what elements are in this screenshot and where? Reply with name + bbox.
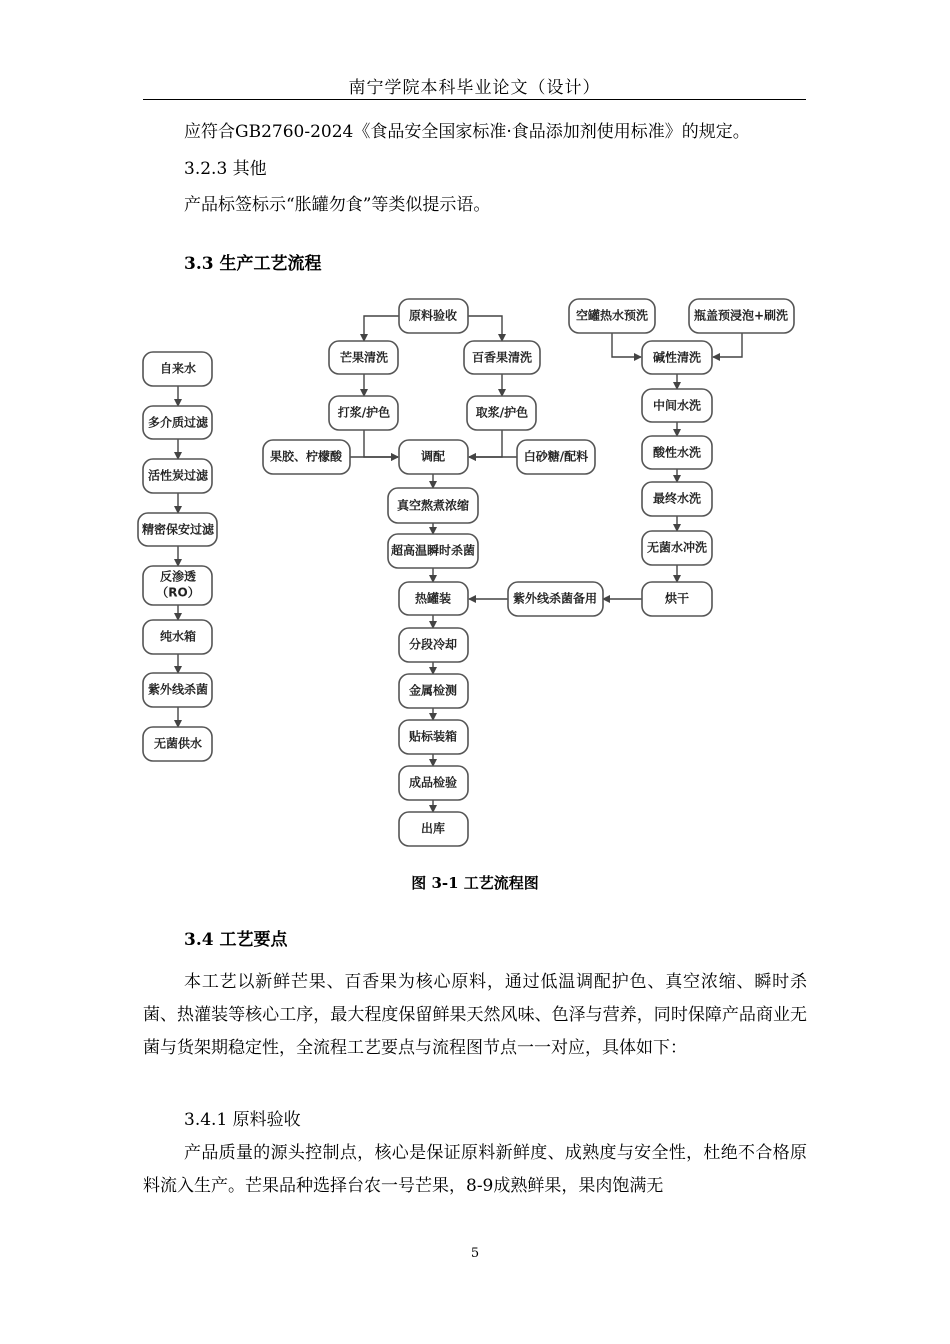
svg-text:调配: 调配	[420, 449, 446, 464]
svg-text:酸性水洗: 酸性水洗	[652, 445, 702, 460]
svg-text:打浆/护色: 打浆/护色	[337, 405, 391, 420]
svg-text:精密保安过滤: 精密保安过滤	[141, 522, 215, 537]
svg-text:取浆/护色: 取浆/护色	[475, 405, 529, 420]
node-sugar-ingredients	[517, 440, 595, 474]
page-number: 5	[470, 1246, 480, 1261]
section-3-4-heading: 3.4 工艺要点	[184, 930, 288, 950]
node-metal-detection	[399, 674, 468, 708]
svg-text:贴标装箱: 贴标装箱	[408, 729, 458, 744]
node-blending	[399, 440, 468, 474]
node-warehouse-out	[399, 812, 468, 846]
body-line-label-warning: 产品标签标示“胀罐勿食”等类似提示语。	[184, 195, 491, 215]
node-passion-fruit-washing	[464, 341, 540, 374]
svg-text:无菌供水: 无菌供水	[153, 736, 203, 751]
node-empty-can-prewash	[569, 299, 655, 333]
node-zilaishui	[143, 352, 212, 386]
node-vacuum-concentration	[388, 488, 478, 523]
node-pulp-extraction-color-protect	[467, 396, 536, 430]
node-activated-carbon-filter	[143, 459, 212, 493]
svg-text:无菌水冲洗: 无菌水冲洗	[646, 540, 708, 555]
svg-text:碱性清洗: 碱性清洗	[652, 350, 702, 365]
node-intermediate-wash	[642, 389, 712, 422]
node-sterile-water-rinse	[642, 531, 712, 565]
node-drying	[642, 582, 712, 616]
svg-text:紫外线杀菌备用: 紫外线杀菌备用	[512, 591, 598, 606]
section-3-2-3-heading: 3.2.3 其他	[184, 159, 267, 179]
node-pectin-citric-acid	[263, 440, 350, 474]
body-paragraph-process-overview: 本工艺以新鲜芒果、百香果为核心原料，通过低温调配护色、真空浓缩、瞬时杀菌、热灌装等核心工序，最大程度保留鲜果天然风味、色泽与营养，同时保障产品商业无菌与货架期稳定性，全流程工艺要点与流程图节点一一对应，具体如下：	[143, 972, 807, 1058]
svg-text:金属检测: 金属检测	[408, 683, 458, 698]
node-hot-filling	[399, 582, 468, 615]
svg-text:出库: 出库	[420, 821, 446, 836]
node-acid-wash	[642, 436, 712, 469]
svg-text:瓶盖预浸泡+刷洗: 瓶盖预浸泡+刷洗	[693, 308, 789, 323]
svg-text:紫外线杀菌: 紫外线杀菌	[147, 682, 209, 697]
svg-text:最终水洗: 最终水洗	[652, 491, 702, 506]
node-multimedia-filter	[143, 406, 212, 439]
body-paragraph-raw-material: 产品质量的源头控制点，核心是保证原料新鲜度、成熟度与安全性，杜绝不合格原料流入生产。芒果品种选择台农一号芒果，8-9成熟鲜果，果肉饱满无	[143, 1143, 807, 1196]
node-mango-washing	[329, 341, 398, 374]
node-labeling-boxing	[399, 720, 468, 754]
svg-text:空罐热水预洗: 空罐热水预洗	[575, 308, 649, 323]
section-3-4-1-heading: 3.4.1 原料验收	[184, 1110, 301, 1130]
node-final-wash	[642, 482, 712, 516]
page-header-title: 南宁学院本科毕业论文（设计）	[348, 78, 601, 98]
svg-text:热罐装: 热罐装	[414, 591, 452, 606]
node-uht-sterilization	[388, 534, 478, 568]
section-3-3-heading: 3.3 生产工艺流程	[184, 254, 322, 274]
node-uv-sterilization-standby	[508, 582, 603, 616]
svg-text:成品检验: 成品检验	[408, 775, 458, 790]
node-alkaline-cleaning	[642, 341, 712, 374]
svg-text:超高温瞬时杀菌: 超高温瞬时杀菌	[390, 543, 476, 558]
svg-text:多介质过滤: 多介质过滤	[147, 415, 209, 430]
svg-text:百香果清洗: 百香果清洗	[471, 350, 533, 365]
svg-text:分段冷却: 分段冷却	[408, 637, 458, 652]
node-cap-soak-brush	[689, 299, 794, 333]
svg-text:烘干: 烘干	[664, 591, 690, 606]
node-finished-product-inspection	[399, 766, 468, 800]
node-sterile-water-supply	[143, 727, 212, 761]
svg-text:白砂糖/配料: 白砂糖/配料	[523, 449, 589, 464]
svg-text:果胶、柠檬酸: 果胶、柠檬酸	[269, 449, 343, 464]
node-uv-sterilization-water	[143, 673, 212, 707]
svg-text:真空熬煮浓缩: 真空熬煮浓缩	[396, 498, 470, 513]
node-staged-cooling	[399, 628, 468, 662]
svg-text:原料验收: 原料验收	[408, 308, 458, 323]
svg-text:芒果清洗: 芒果清洗	[339, 350, 389, 365]
node-raw-material-inspection	[399, 299, 468, 333]
svg-text:自来水: 自来水	[159, 361, 197, 376]
svg-text:活性炭过滤: 活性炭过滤	[147, 468, 209, 483]
node-precision-filter	[138, 513, 217, 546]
svg-text:纯水箱: 纯水箱	[159, 629, 197, 644]
svg-text:中间水洗: 中间水洗	[652, 398, 702, 413]
node-pulping-color-protect	[329, 396, 398, 430]
figure-caption: 图 3-1 工艺流程图	[411, 874, 539, 892]
body-line-gb2760: 应符合GB2760-2024《食品安全国家标准·食品添加剂使用标准》的规定。	[184, 122, 750, 142]
svg-text:（RO）: （RO）	[156, 585, 200, 600]
node-reverse-osmosis	[143, 566, 212, 605]
svg-text:反渗透: 反渗透	[159, 569, 197, 584]
node-pure-water-tank	[143, 620, 212, 654]
